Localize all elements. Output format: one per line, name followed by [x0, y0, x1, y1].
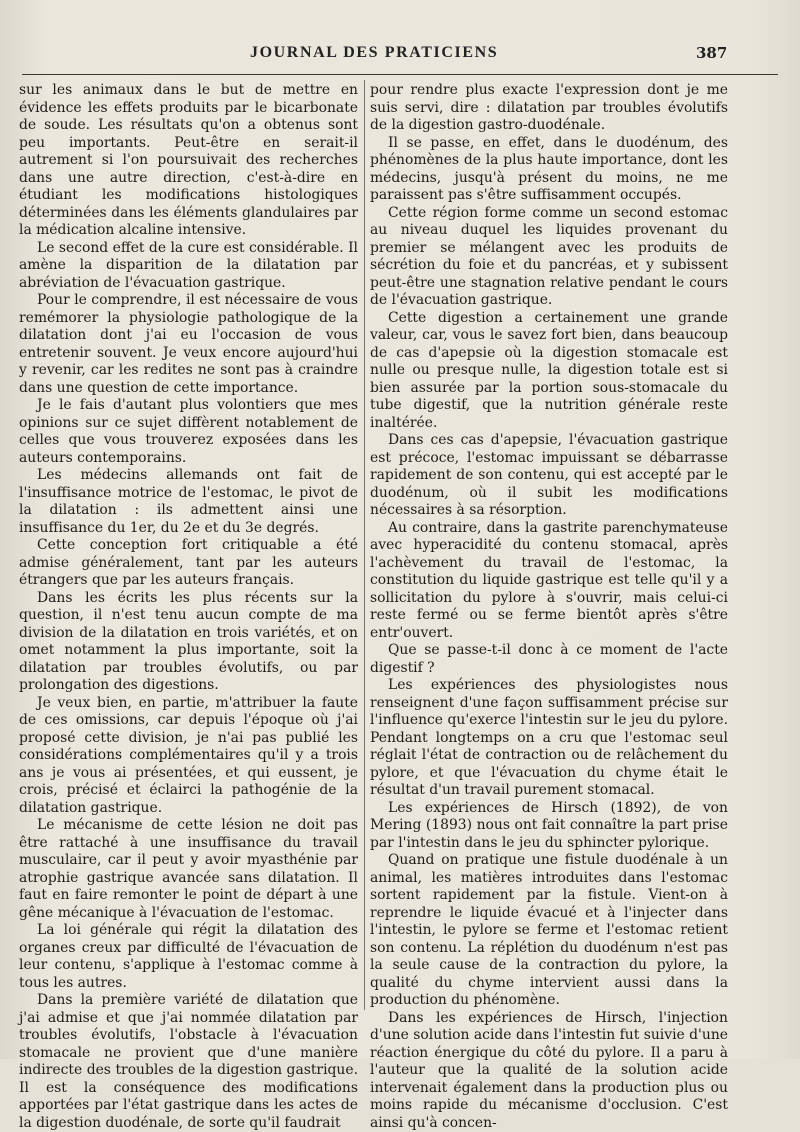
running-head	[0, 40, 800, 66]
paragraph: La loi générale qui régit la dilatation des organes creux par difficulté de l'évacuation de leur contenu, s'applique à l'estomac comme à tous les autres.	[19, 922, 358, 992]
paragraph: Cette conception fort critiquable a été admise généralement, tant par les auteurs étrangers que par les auteurs français.	[19, 537, 358, 590]
left-column	[19, 82, 358, 1022]
paragraph: Pour le comprendre, il est nécessaire de vous remémorer la physiologie pathologique de la dilatation dont j'ai eu l'occasion de vous entretenir souvent. Je veux encore aujourd'hui y revenir, car les redites ne sont pas à craindre dans une question de cette importance.	[19, 292, 358, 397]
paragraph: Dans les écrits les plus récents sur la question, il n'est tenu aucun compte de ma division de la dilatation en trois variétés, et on omet notamment la plus importante, soit la dilatation par troubles évolutifs, ou par prolongation des digestions.	[19, 590, 358, 695]
header-rule	[22, 74, 778, 75]
paragraph: Dans ces cas d'apepsie, l'évacuation gastrique est précoce, l'estomac impuissant se débarrasse rapidement de son contenu, qui est accepté par le duodénum, où il subit les modifications nécessaires à sa résorption.	[370, 432, 728, 520]
paragraph: Cette région forme comme un second estomac au niveau duquel les liquides provenant du premier se mélangent avec les produits de sécrétion du foie et du pancréas, et y subissent peut-être une stagnation relative pendant le cours de l'évacuation gastrique.	[370, 205, 728, 310]
paragraph: Le mécanisme de cette lésion ne doit pas être rattaché à une insuffisance du travail musculaire, car il peut y avoir myasthénie par atrophie gastrique avancée sans dilatation. Il faut en faire remonter le point de départ à une gêne mécanique à l'évacuation de l'estomac.	[19, 817, 358, 922]
paragraph: Que se passe-t-il donc à ce moment de l'acte digestif ?	[370, 642, 728, 677]
paragraph: Les expériences de Hirsch (1892), de von Mering (1893) nous ont fait connaître la part prise par l'intestin dans le jeu du sphincter pylorique.	[370, 800, 728, 853]
paragraph: Dans la première variété de dilatation que j'ai admise et que j'ai nommée dilatation par troubles évolutifs, l'obstacle à l'évacuation stomacale ne provient que d'une manière indirecte des troubles de la digestion gastrique. Il est la conséquence des modifications apportées par l'état gastrique dans les actes de la digestion duodénale, de sorte qu'il faudrait	[19, 992, 358, 1132]
paragraph: sur les animaux dans le but de mettre en évidence les effets produits par le bicarbonate de soude. Les résultats qu'on a obtenus sont peu importants. Peut-être en serait-il autrement si l'on poursuivait des recherches dans une autre direction, c'est-à-dire en étudiant les modifications histologiques déterminées dans les éléments glandulaires par la médication alcaline intensive.	[19, 82, 358, 240]
paragraph: Cette digestion a certainement une grande valeur, car, vous le savez fort bien, dans beaucoup de cas d'apepsie où la digestion stomacale est nulle ou presque nulle, la digestion totale est si bien assurée par la portion sous-stomacale du tube digestif, que la nutrition générale reste inaltérée.	[370, 310, 728, 433]
paragraph: Je le fais d'autant plus volontiers que mes opinions sur ce sujet diffèrent notablement de celles que vous trouverez exposées dans les auteurs contemporains.	[19, 397, 358, 467]
paragraph: Les expériences des physiologistes nous renseignent d'une façon suffisamment précise sur l'influence qu'exerce l'intestin sur le jeu du pylore. Pendant longtemps on a cru que l'estomac seul réglait l'état de contraction ou de relâchement du pylore, et que l'évacuation du chyme était le résultat d'un travail purement stomacal.	[370, 677, 728, 800]
journal-title: JOURNAL DES PRATICIENS	[250, 44, 498, 62]
paragraph: Dans les expériences de Hirsch, l'injection d'une solution acide dans l'intestin fut suivie d'une réaction énergique du côté du pylore. Il a paru à l'auteur que la qualité de la solution acide intervenait également dans la production plus ou moins rapide du mécanisme d'occlusion. C'est ainsi qu'à concen-	[370, 1010, 728, 1132]
column-divider	[364, 80, 365, 1010]
paragraph: Je veux bien, en partie, m'attribuer la faute de ces omissions, car depuis l'époque où j'ai proposé cette division, je n'ai pas publié les considérations complémentaires qu'il y a trois ans je vous ai présentées, et qui eussent, je crois, précisé et éclairci la pathogénie de la dilatation gastrique.	[19, 695, 358, 818]
paragraph: Le second effet de la cure est considérable. Il amène la disparition de la dilatation par abréviation de l'évacuation gastrique.	[19, 240, 358, 293]
paragraph: Au contraire, dans la gastrite parenchymateuse avec hyperacidité du contenu stomacal, après l'achèvement du travail de l'estomac, la constitution du liquide gastrique est telle qu'il y a sollicitation du pylore à s'ouvrir, mais celui-ci reste fermé ou se ferme bientôt après s'être entr'ouvert.	[370, 520, 728, 643]
paragraph: Il se passe, en effet, dans le duodénum, des phénomènes de la plus haute importance, dont les médecins, jusqu'à présent du moins, ne me paraissent pas s'être suffisamment occupés.	[370, 135, 728, 205]
right-column	[370, 82, 728, 1022]
page-number: 387	[696, 44, 727, 62]
paragraph: Quand on pratique une fistule duodénale à un animal, les matières introduites dans l'estomac sortent rapidement par la fistule. Vient-on à reprendre le liquide évacué et à l'injecter dans l'intestin, le pylore se ferme et l'estomac retient son contenu. La réplétion du duodénum n'est pas la seule cause de la contraction du pylore, la qualité du chyme intervient aussi dans la production du phénomène.	[370, 852, 728, 1010]
paragraph: pour rendre plus exacte l'expression dont je me suis servi, dire : dilatation par troubles évolutifs de la digestion gastro-duodénale.	[370, 82, 728, 135]
paragraph: Les médecins allemands ont fait de l'insuffisance motrice de l'estomac, le pivot de la dilatation : ils admettent ainsi une insuffisance du 1er, du 2e et du 3e degrés.	[19, 467, 358, 537]
